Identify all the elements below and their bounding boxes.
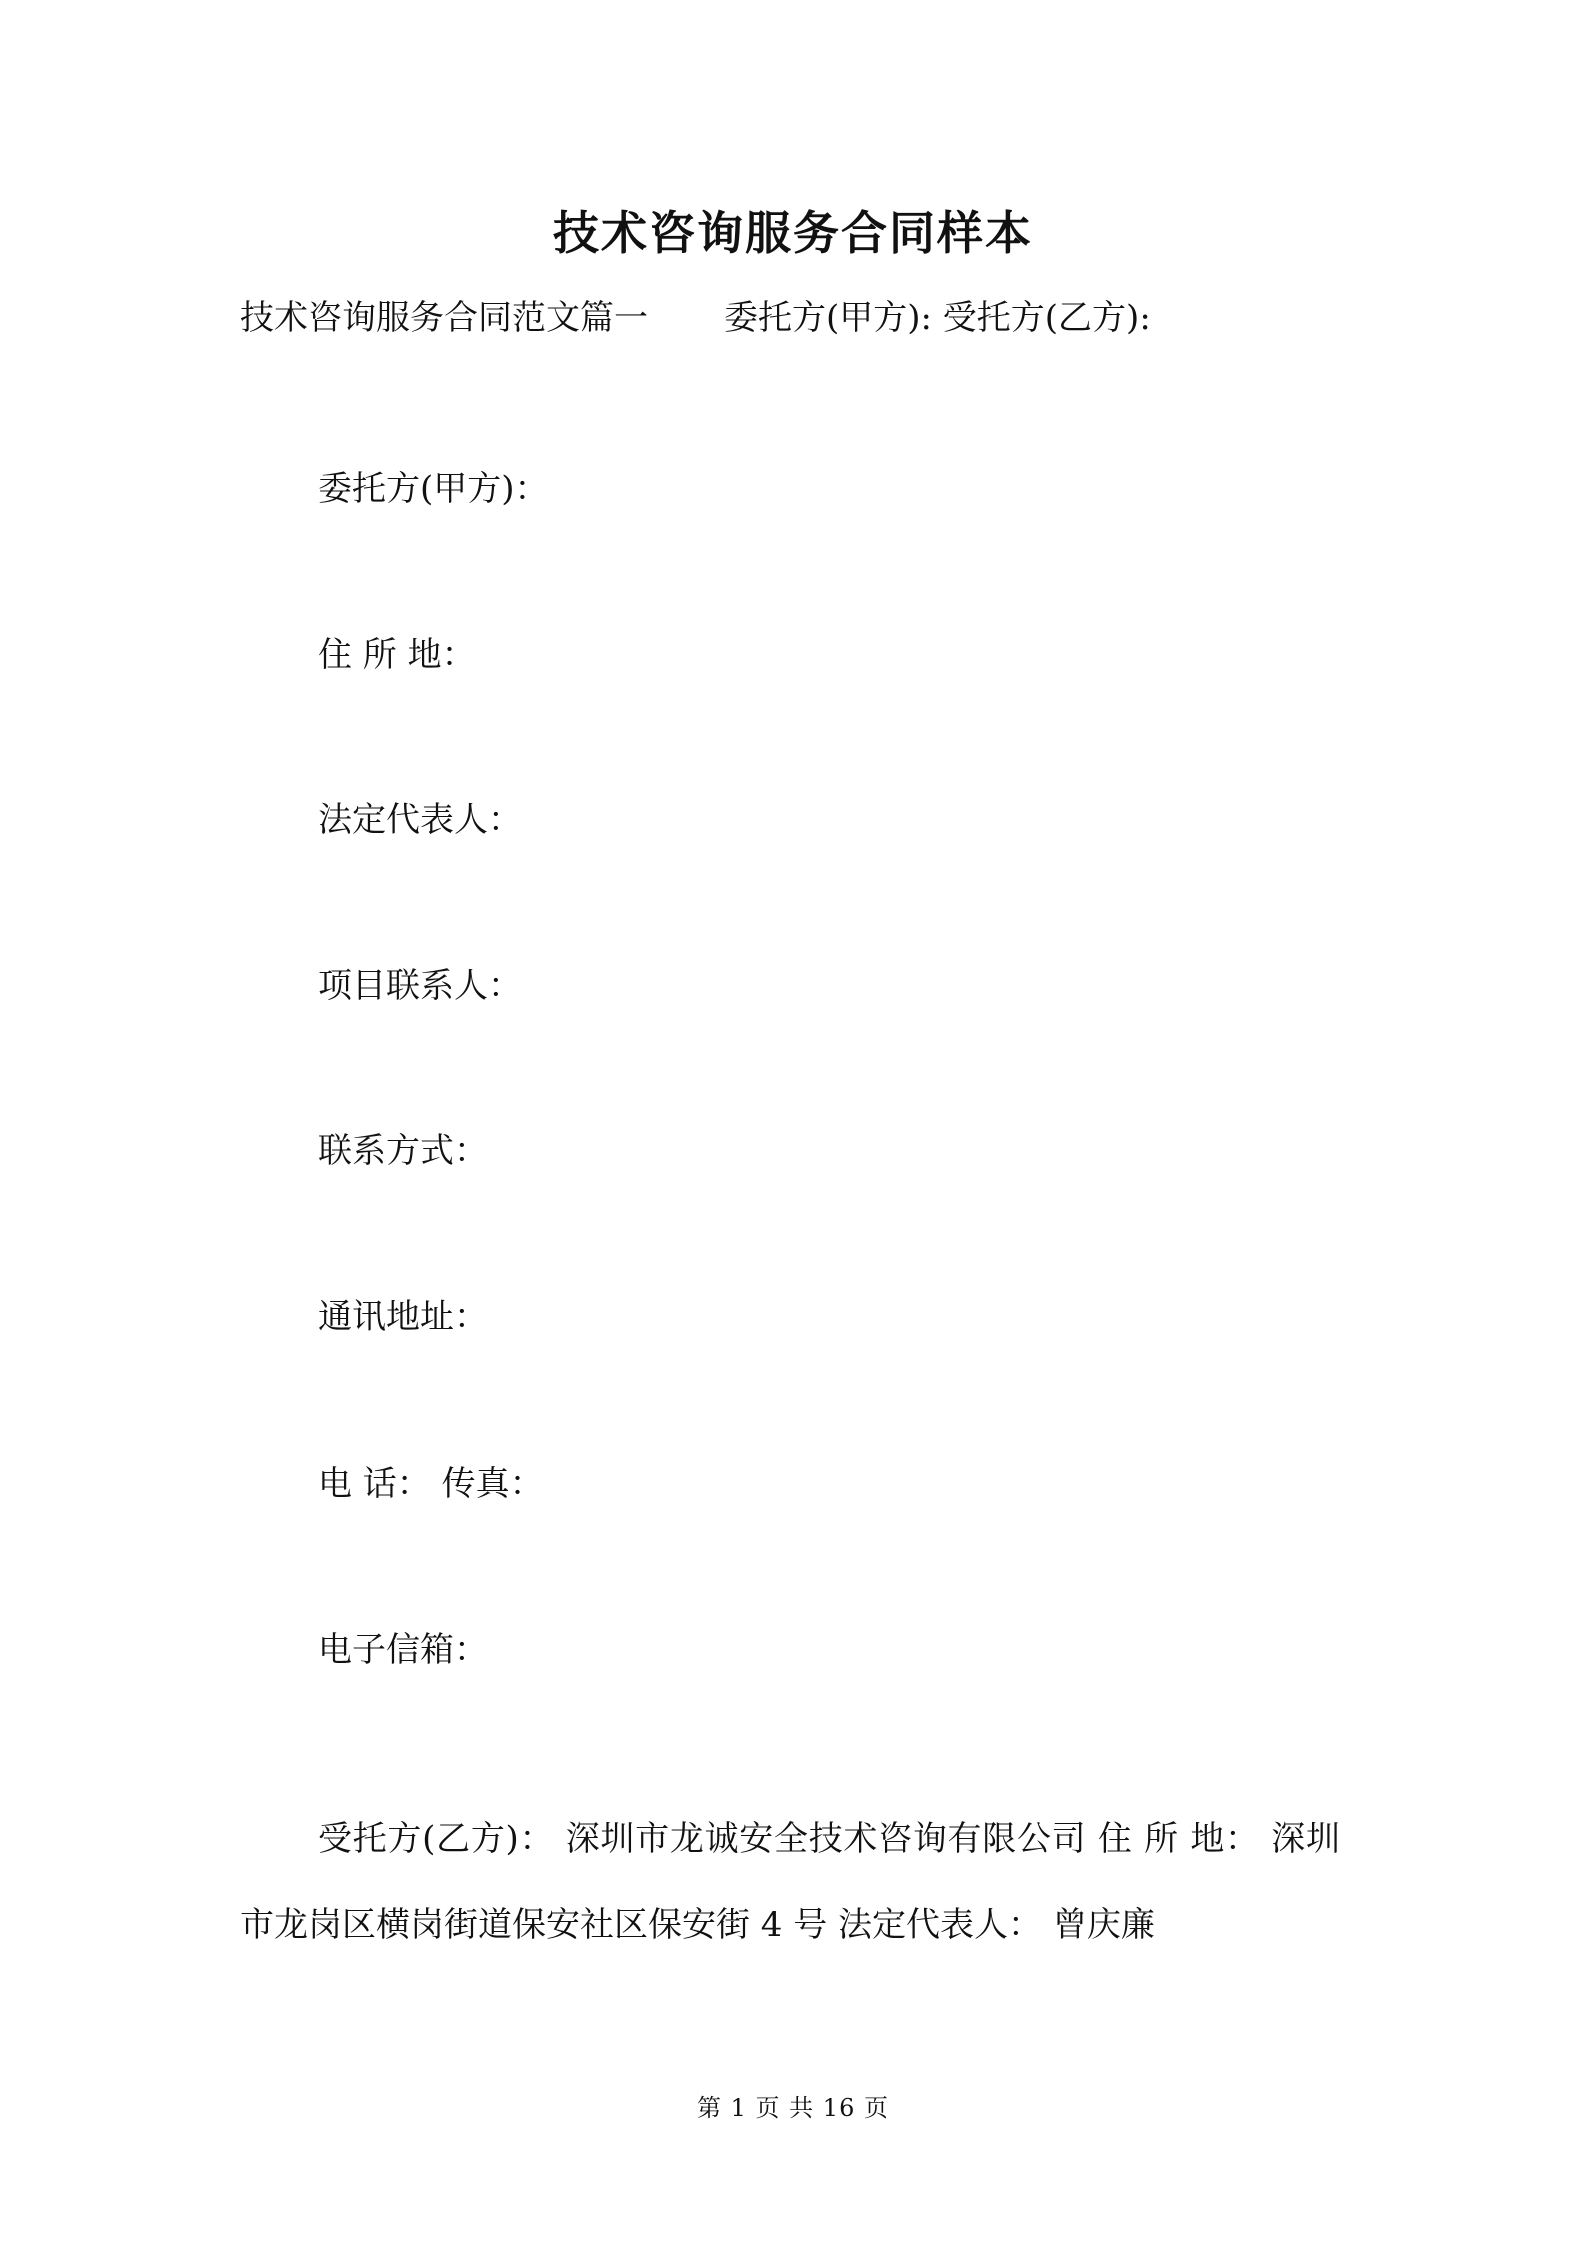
field-client-party: 委托方(甲方)： [318, 469, 549, 509]
field-project-contact: 项目联系人： [318, 966, 522, 1006]
field-address: 住 所 地： [318, 635, 476, 675]
field-legal-representative: 法定代表人： [318, 800, 522, 840]
intro-line [240, 294, 1346, 342]
intro-heading: 技术咨询服务合同范文篇一 [240, 298, 648, 338]
field-mailing-address: 通讯地址： [318, 1297, 488, 1337]
field-phone-fax: 电 话： 传真： [318, 1464, 544, 1504]
party-b-paragraph: 受托方(乙方)： 深圳市龙诚安全技术咨询有限公司 住 所 地： 深圳市龙岗区横岗街道保安社区保安街 4 号 法定代表人： 曾庆廉 [240, 1819, 1340, 1945]
page-footer: 第 1 页 共 16 页 [697, 2094, 889, 2122]
field-email: 电子信箱： [318, 1630, 488, 1670]
intro-parties: 委托方(甲方): 受托方(乙方): [724, 298, 1151, 338]
field-contact-method: 联系方式： [318, 1131, 488, 1171]
document-title: 技术咨询服务合同样本 [553, 206, 1033, 260]
